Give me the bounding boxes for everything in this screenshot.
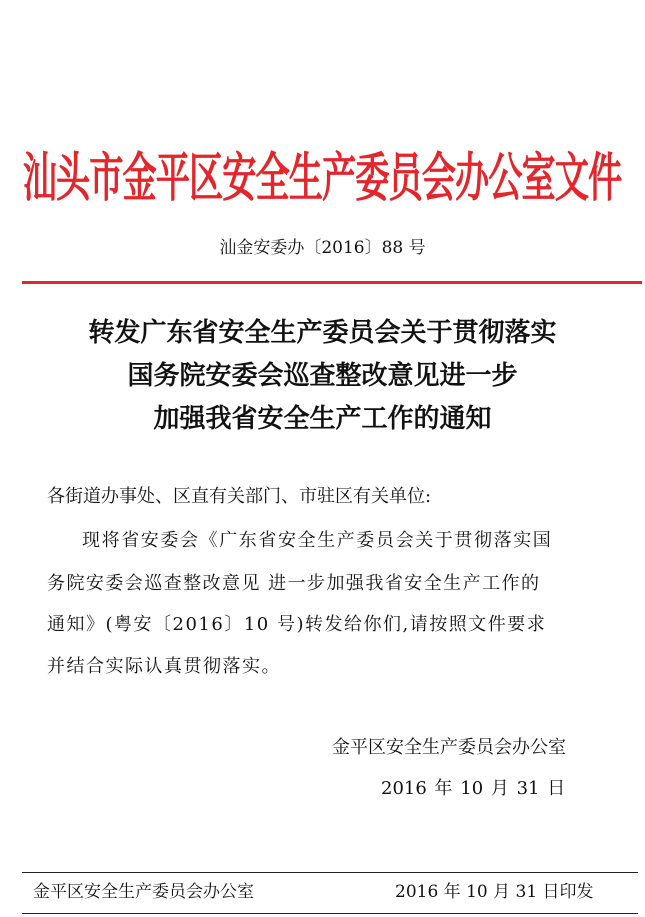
red-divider-line [22,281,642,284]
footer-issue-date: 2016 年 10 月 31 日印发 [395,882,594,902]
body-line-3: 通知》(粤安〔2016〕10 号)转发给你们,请按照文件要求 [47,614,547,635]
body-line-1: 现将省安委会《广东省安全生产委员会关于贯彻落实国 [82,530,553,551]
document-number: 汕金安委办〔2016〕88 号 [219,238,426,258]
footer-bottom-rule [22,913,638,914]
title-line-1: 转发广东省安全生产委员会关于贯彻落实 [88,318,557,348]
document-masthead [0,138,645,218]
signature-date: 2016 年 10 月 31 日 [381,778,566,799]
masthead-text: 汕头市金平区安全生产委员会办公室文件 [23,147,622,209]
signature-organization: 金平区安全生产委员会办公室 [332,737,566,758]
title-line-2: 国务院安委会巡查整改意见进一步 [127,361,518,391]
body-line-2: 务院安委会巡查整改意见 进一步加强我省安全生产工作的 [47,573,541,594]
footer-organization: 金平区安全生产委员会办公室 [33,882,254,902]
addressee-line: 各街道办事处、区直有关部门、市驻区有关单位: [47,486,432,507]
footer-top-rule [22,872,638,873]
body-line-4: 并结合实际认真贯彻落实。 [47,656,281,677]
title-line-3: 加强我省安全生产工作的通知 [153,404,492,434]
